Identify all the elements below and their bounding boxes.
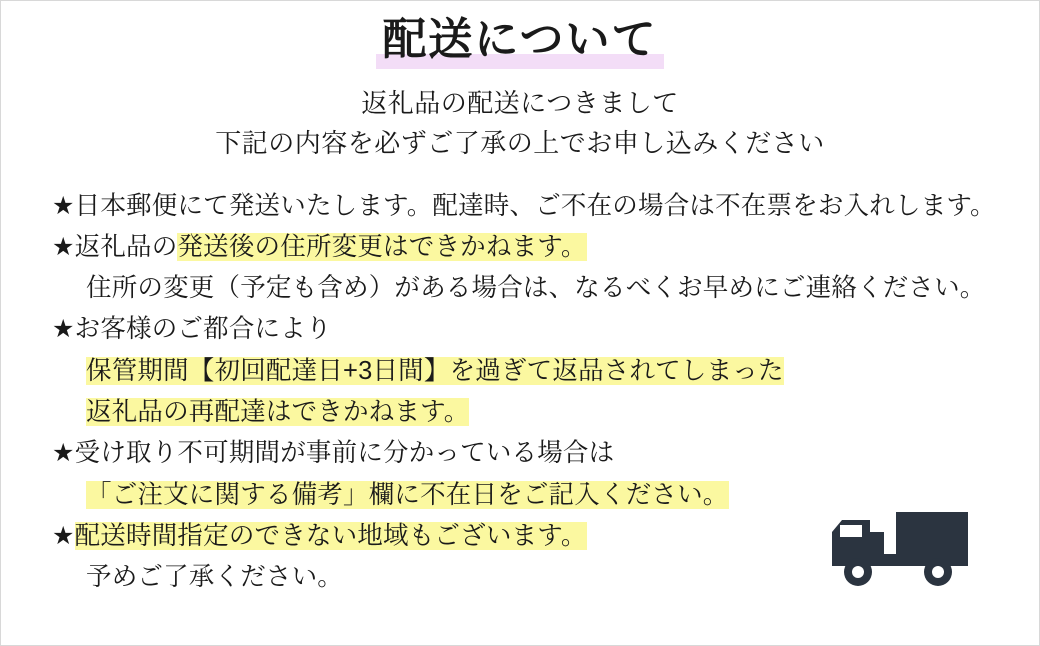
list-item <box>52 227 1018 310</box>
item-4-text-a: 受け取り不可期間が事前に分かっている場合は <box>74 439 615 468</box>
subtitle-line-2: 下記の内容を必ずご了承の上でお申し込みください <box>215 128 825 159</box>
list-item <box>52 186 1018 227</box>
item-3-subtext-1-highlighted: 保管期間【初回配達日+3日間】を過ぎて返品されてしまった <box>86 356 784 385</box>
item-2-subtext: 住所の変更（予定も含め）がある場合は、なるべくお早めにご連絡ください。 <box>86 274 986 303</box>
item-1-text-b: にて発送いたします。配達時、ご不在の場合は不在票をお入れします。 <box>177 191 996 220</box>
item-1-text-a: 日本郵便 <box>74 191 178 220</box>
item-4-subtext-highlighted: 「ご注文に関する備考」欄に不在日をご記入ください。 <box>86 480 729 509</box>
delivery-truck-icon <box>822 506 974 594</box>
item-5-text-highlighted: 配送時間指定のできない地域もございます。 <box>74 521 587 550</box>
item-2-text-b-highlighted: 発送後の住所変更はできかねます。 <box>177 232 587 261</box>
list-item <box>52 433 1018 516</box>
item-5-subtext: 予めご了承ください。 <box>86 563 344 592</box>
bullet-star-icon: ★ <box>52 439 75 468</box>
bullet-star-icon: ★ <box>52 521 75 550</box>
subtitle-line-1: 返礼品の配送につきまして <box>361 88 679 118</box>
bullet-star-icon: ★ <box>52 191 75 220</box>
page-title: 配送について <box>376 12 663 69</box>
list-item <box>52 309 1018 433</box>
bullet-star-icon: ★ <box>52 315 75 344</box>
page-title-wrapper <box>0 0 1040 69</box>
item-2-text-a: 返礼品の <box>74 232 178 261</box>
bullet-star-icon: ★ <box>52 232 75 261</box>
item-3-subtext-2-highlighted: 返礼品の再配達はできかねます。 <box>86 398 470 427</box>
subtitle-block <box>0 83 1040 164</box>
item-3-text-a: お客様のご都合により <box>74 315 332 344</box>
